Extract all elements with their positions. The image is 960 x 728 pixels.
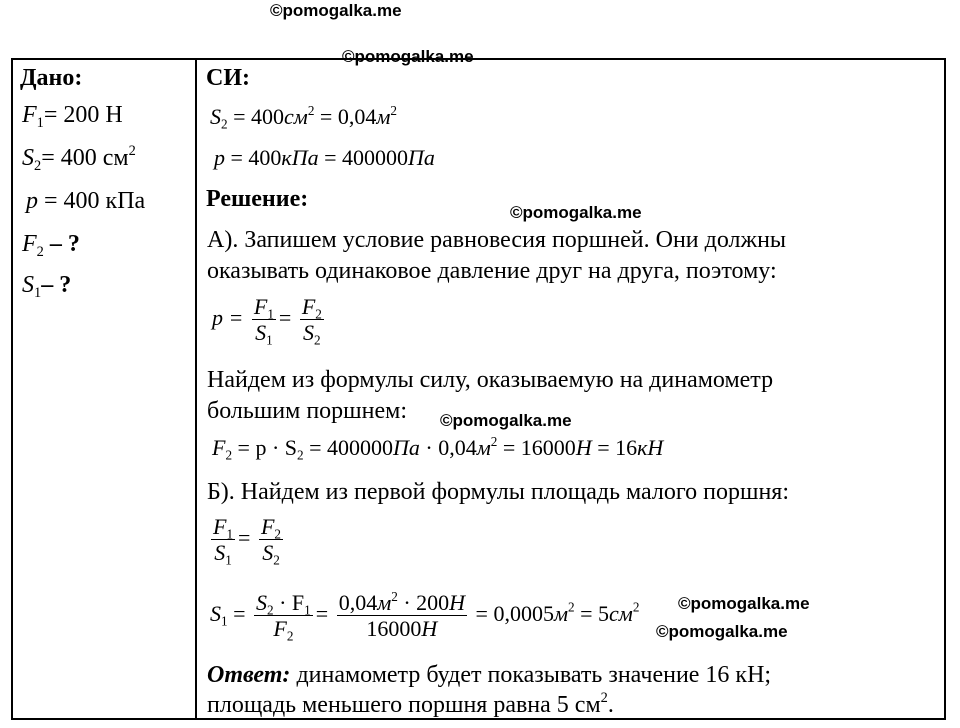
- watermark: ©pomogalka.me: [342, 47, 474, 66]
- watermark: ©pomogalka.me: [678, 594, 810, 613]
- watermark: ©pomogalka.me: [270, 1, 402, 20]
- formula-equilibrium: p = $\frac{F_1}{S_1}$ = $\frac{F_2}{S_2}$: [212, 294, 322, 348]
- solution-part-a-line2: оказывать одинаковое давление друг на друга, поэтому:: [207, 258, 777, 284]
- watermark: ©pomogalka.me: [440, 411, 572, 430]
- solution-part-b-line: Б). Найдем из первой формулы площадь малого поршня:: [207, 479, 789, 505]
- given-p: p = 400 кПа: [26, 188, 146, 214]
- formula-area-calc: $S_1$ = $\frac{S_2 \cdot F_1}{F_2}$ = $\frac{0,04м^2 \cdot 200Н}{16000Н}$ = $0,0005м^2 = 5см^2$: [210, 588, 640, 644]
- formula-force-calc: $F_2 = p \cdot S_2 = 400000Па \cdot 0,04м^2 = 16000Н = 16кН$: [212, 433, 664, 463]
- solution-title: Решение:: [206, 186, 309, 212]
- watermark: ©pomogalka.me: [510, 203, 642, 222]
- solution-find-line2: большим поршнем:: [207, 398, 408, 424]
- given-f2: $F_2$ – ?: [22, 231, 80, 261]
- answer-line1: Ответ: динамометр будет показывать значение 16 кН;: [207, 662, 772, 688]
- si-title: СИ:: [206, 65, 250, 91]
- given-title: Дано:: [20, 65, 83, 91]
- given-s2: $S_2= 400$ $см^2$: [22, 142, 136, 175]
- solution-part-a-line1: А). Запишем условие равновесия поршней. Они должны: [207, 227, 787, 253]
- given-s1: $S_1-$ ?: [22, 272, 72, 302]
- formula-ratio: $\frac{F_1}{S_1}$ = $\frac{F_2}{S_2}$: [213, 514, 282, 568]
- given-f1: $F_1= 200$ Н: [22, 102, 123, 132]
- si-line-area: $S_2 = 400см^2 = 0,04м^2$: [210, 102, 397, 132]
- answer-line2: площадь меньшего поршня равна 5 $см^2$.: [207, 689, 614, 718]
- si-line-pressure: p = 400кПа = 400000Па: [214, 145, 435, 170]
- column-divider: [195, 58, 197, 720]
- solution-find-line1: Найдем из формулы силу, оказываемую на динамометр: [207, 367, 774, 393]
- watermark: ©pomogalka.me: [656, 622, 788, 641]
